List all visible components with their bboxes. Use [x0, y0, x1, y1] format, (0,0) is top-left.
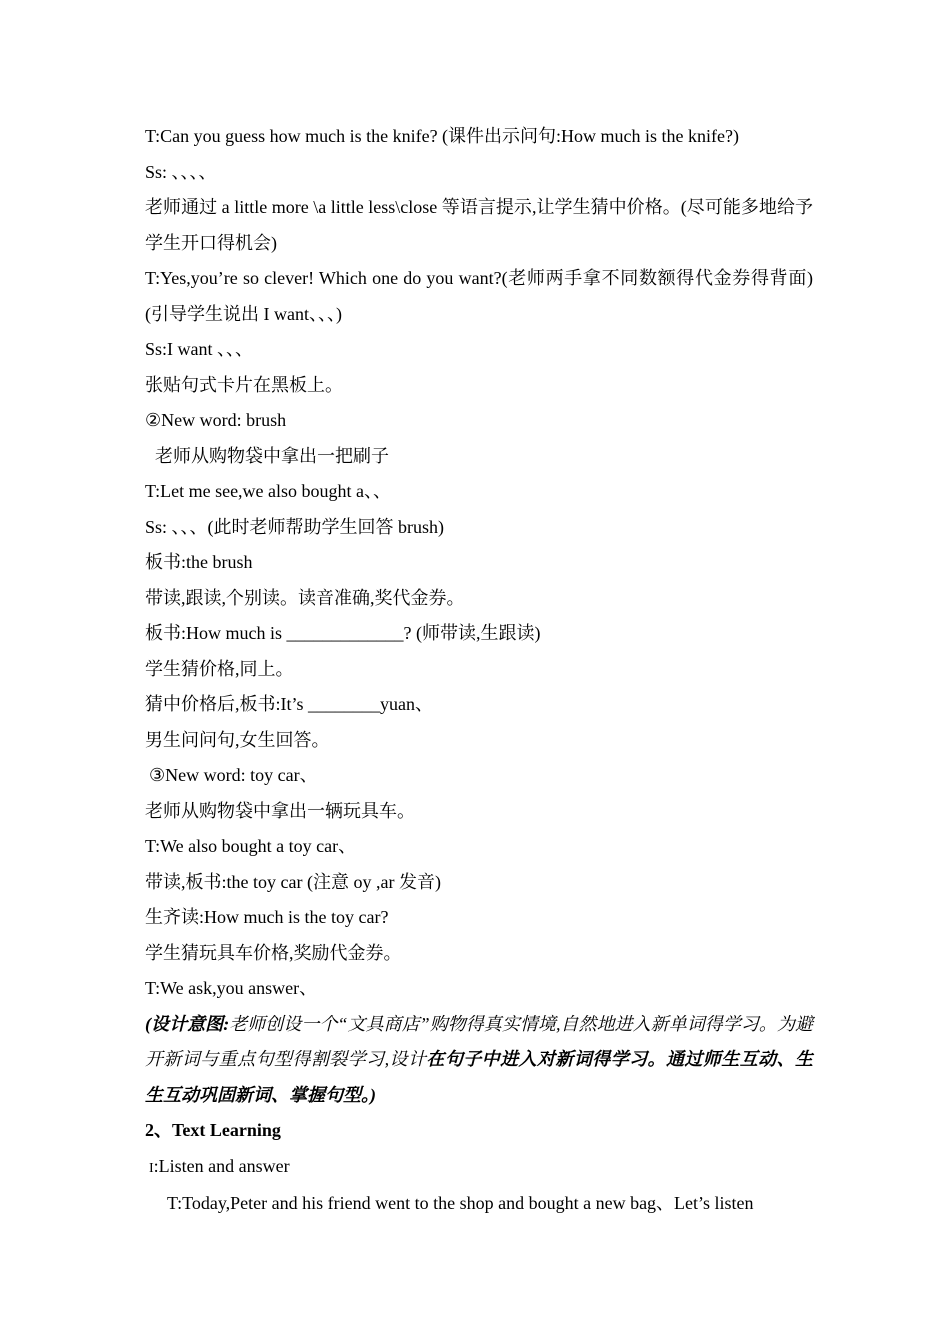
document-body: [145, 119, 813, 1222]
subsection-title: :Listen and answer: [153, 1155, 290, 1176]
subsection-line: [145, 1149, 813, 1187]
text-line: T:Can you guess how much is the knife? (课件出示问句:How much is the knife?): [145, 126, 739, 146]
text-line: 猜中价格后,板书:It’s ________yuan、: [145, 694, 433, 714]
text-line: 学生猜玩具车价格,奖励代金券。: [145, 942, 402, 963]
text-line: 老师从购物袋中拿出一辆玩具车。: [145, 800, 415, 821]
text-line: 张贴句式卡片在黑板上。: [145, 374, 343, 395]
design-intent-note: [145, 1007, 813, 1114]
text-line: 板书:How much is _____________? (师带读,生跟读): [145, 623, 541, 643]
design-intent-label: 设计意图:: [151, 1013, 230, 1034]
text-line: T:Let me see,we also bought a、、: [145, 481, 392, 501]
text-paragraph: 老师通过 a little more \a little less\close 等语言提示,让学生猜中价格。(尽可能多地给予学生开口得机会): [145, 197, 813, 253]
text-line: 板书:the brush: [145, 552, 253, 572]
text-line: 老师从购物袋中拿出一把刷子: [155, 445, 389, 466]
new-word-brush: ②New word: brush: [145, 410, 287, 430]
design-open-paren: (: [145, 1013, 151, 1034]
text-paragraph: T:Yes,you’re so clever! Which one do you want?(老师两手拿不同数额得代金券得背面)(引导学生说出 I want、、、): [145, 268, 813, 324]
text-line: 生齐读:How much is the toy car?: [145, 907, 389, 927]
text-line: T:Today,Peter and his friend went to the shop and bought a new bag、Let’s listen: [167, 1193, 754, 1213]
text-line: T:We ask,you answer、: [145, 978, 318, 998]
roman-numeral: I: [149, 1160, 154, 1176]
text-line: 带读,板书:the toy car (注意 oy ,ar 发音): [145, 871, 441, 892]
text-line: Ss: 、、、(此时老师帮助学生回答 brush): [145, 516, 445, 537]
text-line: Ss:I want 、、、: [145, 339, 253, 359]
text-line: T:We also bought a toy car、: [145, 836, 357, 856]
section-heading: 2、Text Learning: [145, 1120, 281, 1140]
text-line: 男生问问句,女生回答。: [145, 729, 330, 750]
text-line: Ss: 、、、、: [145, 161, 217, 182]
text-line: 带读,跟读,个别读。读音准确,奖代金券。: [145, 587, 465, 608]
design-intent-text-bold: 在句子中进入对新词得学习。通过师生互动、生生互动巩固新词、掌握句型。): [145, 1049, 813, 1105]
text-line: 学生猜价格,同上。: [145, 658, 294, 679]
design-intent-text: 老师创设一个“文具商店”购物得真实情境,自然地进入新单词得学习。为避开新词与重点句型得割裂学习,设计: [145, 1013, 813, 1069]
new-word-toy-car: ③New word: toy car、: [149, 765, 318, 785]
